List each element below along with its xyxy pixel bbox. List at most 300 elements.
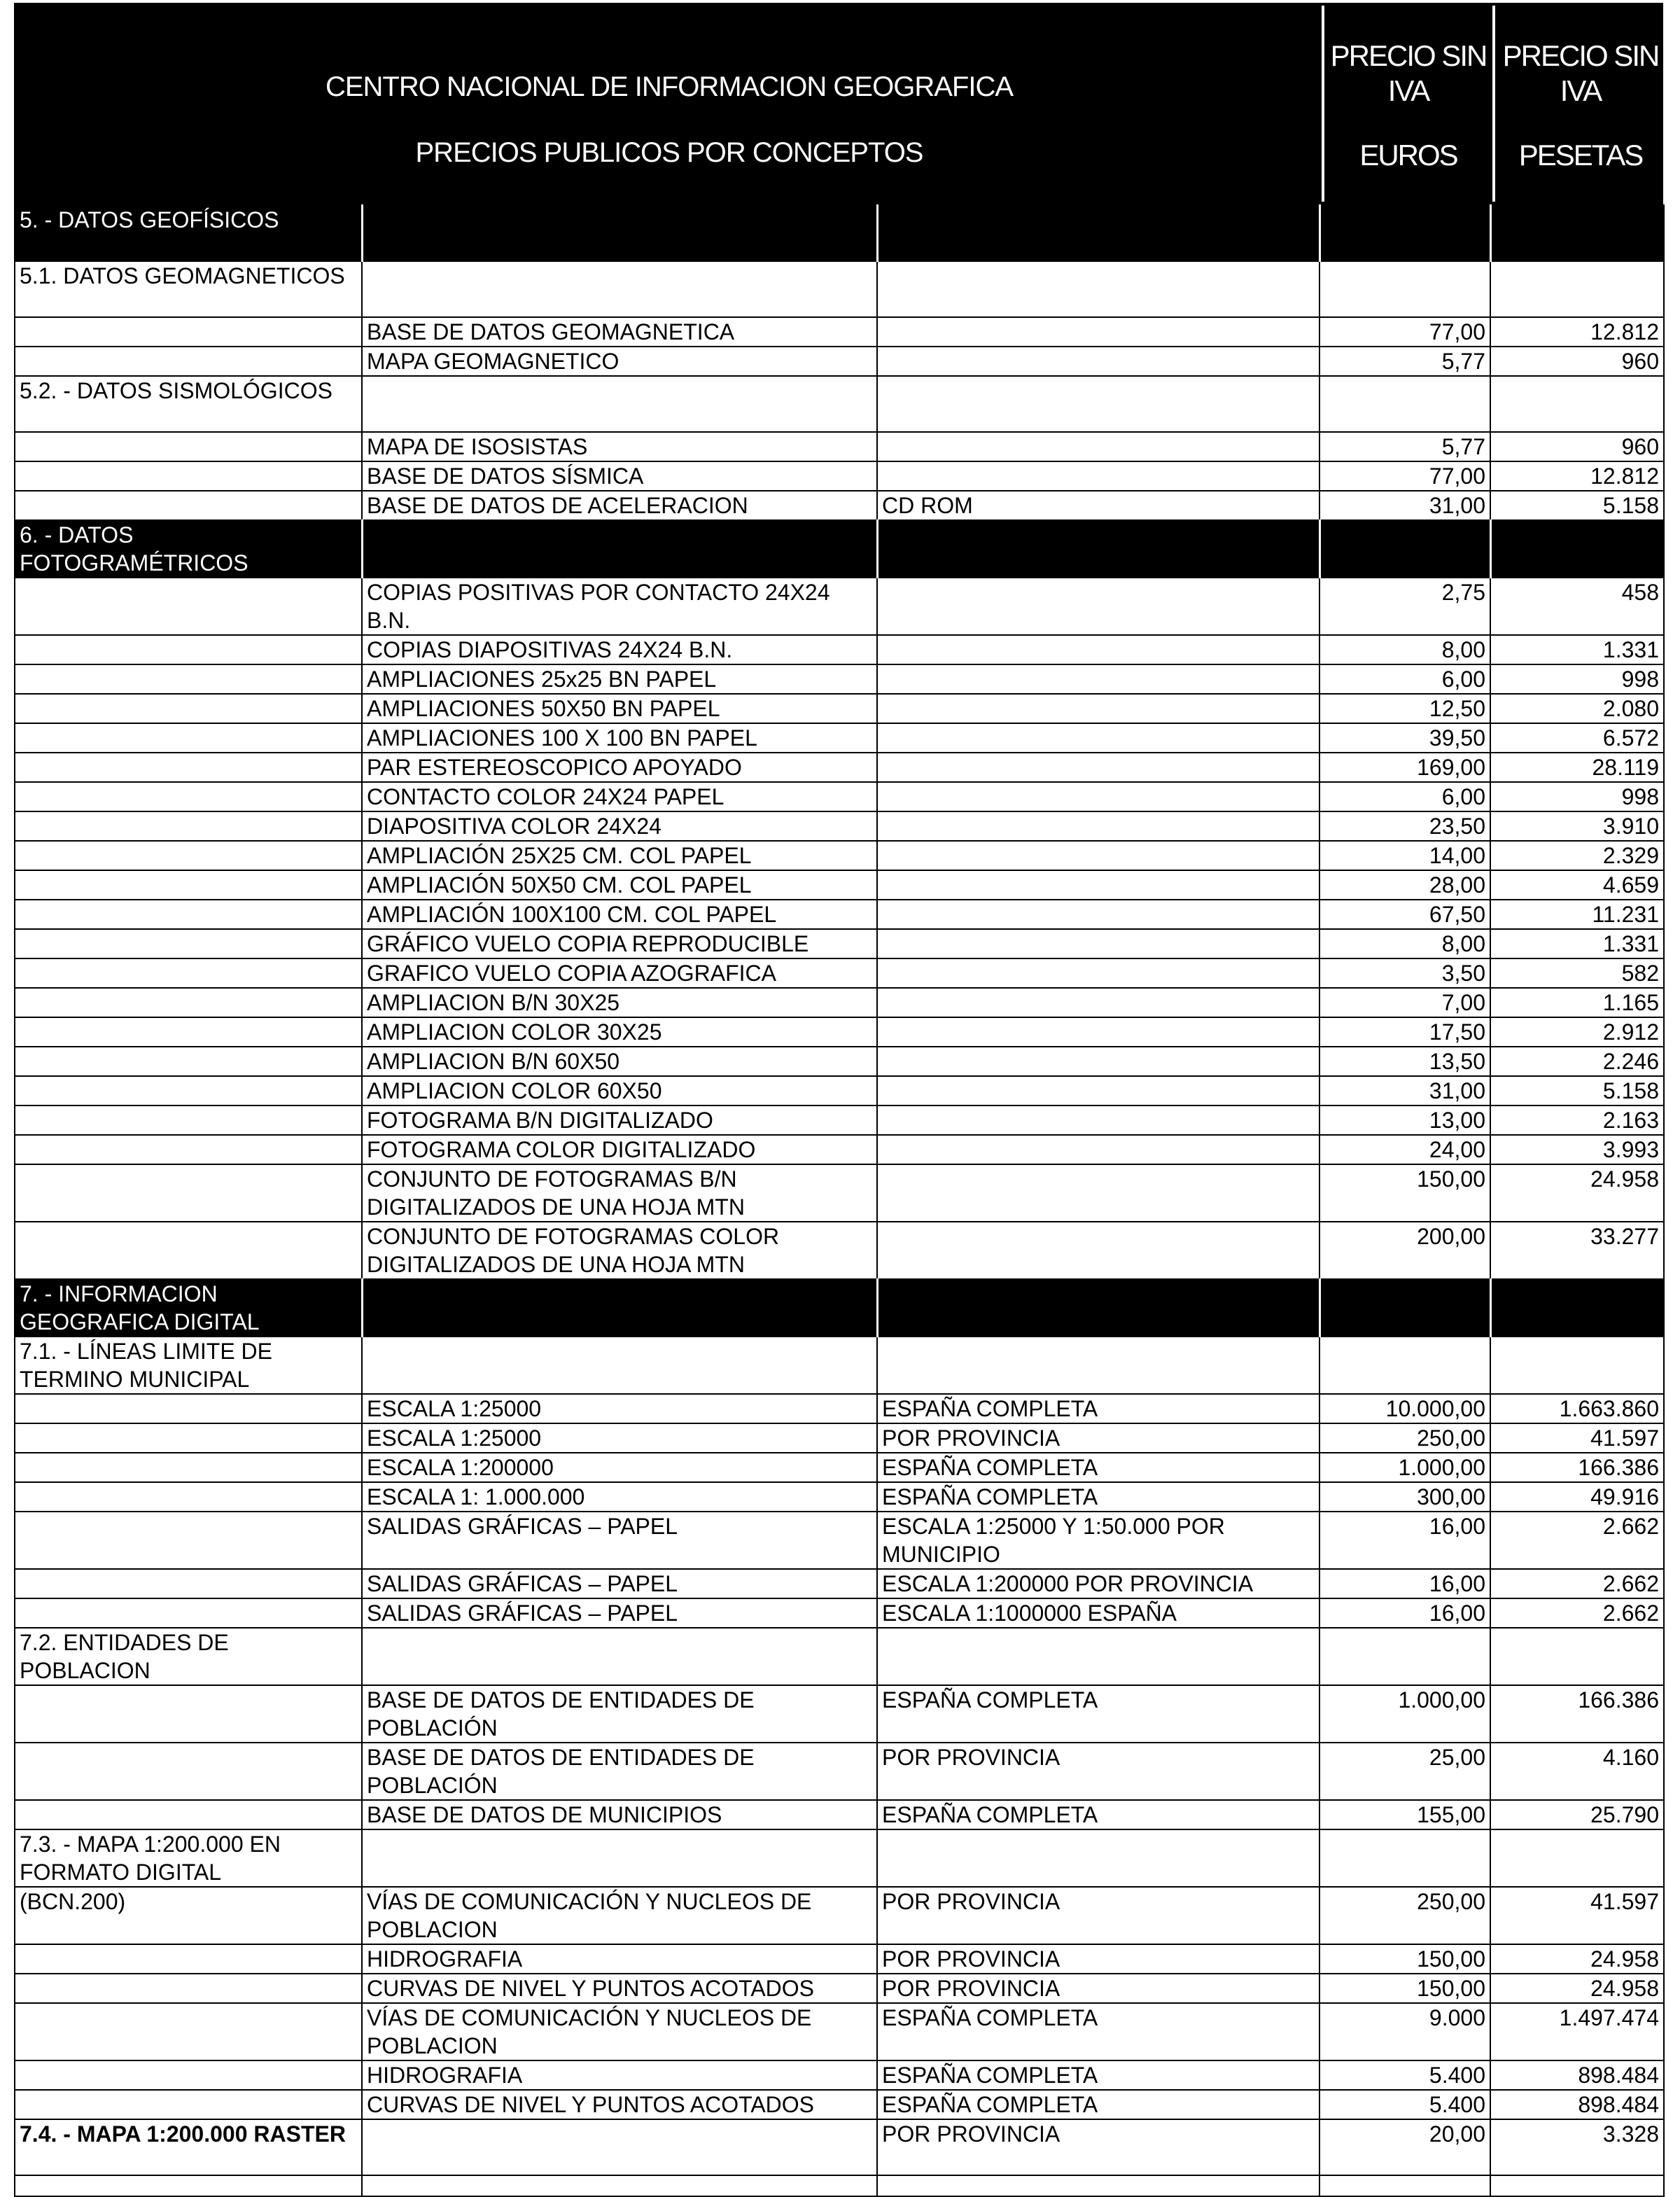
detail-cell <box>877 664 1320 694</box>
row-group-cell: 7.4. - MAPA 1:200.000 RASTER <box>15 2119 362 2175</box>
row-group-cell <box>15 317 362 347</box>
row-group-cell <box>15 900 362 929</box>
price-pesetas-cell: 6.572 <box>1490 723 1664 753</box>
section-header-row <box>15 205 1664 261</box>
price-pesetas-cell: 12.812 <box>1490 317 1664 347</box>
price-pesetas-cell <box>1490 1628 1664 1685</box>
detail-cell <box>877 432 1320 461</box>
table-row <box>15 1743 1664 1800</box>
concept-cell <box>362 261 877 317</box>
row-group-cell <box>15 432 362 461</box>
row-group-cell <box>15 578 362 635</box>
concept-cell: VÍAS DE COMUNICACIÓN Y NUCLEOS DE POBLACION <box>362 2003 877 2060</box>
price-euros-cell: 12,50 <box>1320 694 1490 723</box>
concept-cell: AMPLIACION COLOR 60X50 <box>362 1076 877 1106</box>
row-group-cell <box>15 811 362 841</box>
row-group-cell <box>15 1106 362 1135</box>
concept-cell: CONJUNTO DE FOTOGRAMAS COLOR DIGITALIZADOS DE UNA HOJA MTN <box>362 1222 877 1279</box>
table-row <box>15 1164 1664 1222</box>
price-euros-cell: 1.000,00 <box>1320 1453 1490 1482</box>
row-group-cell <box>15 841 362 870</box>
row-group-cell <box>15 2003 362 2060</box>
concept-cell: ESCALA 1: 1.000.000 <box>362 1482 877 1512</box>
detail-cell <box>877 376 1320 432</box>
row-group-cell <box>15 782 362 811</box>
price-pesetas-cell: 41.597 <box>1490 1423 1664 1453</box>
price-pesetas-cell: 2.329 <box>1490 841 1664 870</box>
price-pesetas-cell: 1.497.474 <box>1490 2003 1664 2060</box>
table-row <box>15 1076 1664 1106</box>
table-row <box>15 2003 1664 2060</box>
table-row <box>15 1222 1664 1279</box>
price-euros-cell: 13,50 <box>1320 1047 1490 1076</box>
detail-cell: POR PROVINCIA <box>877 1743 1320 1800</box>
detail-cell <box>877 1628 1320 1685</box>
concept-cell: PAR ESTEREOSCOPICO APOYADO <box>362 753 877 782</box>
concept-cell <box>362 1829 877 1887</box>
detail-cell: POR PROVINCIA <box>877 1974 1320 2003</box>
price-euros-cell: 20,00 <box>1320 2119 1490 2175</box>
row-group-cell <box>15 2090 362 2119</box>
concept-cell: SALIDAS GRÁFICAS – PAPEL <box>362 1598 877 1628</box>
concept-cell: GRAFICO VUELO COPIA AZOGRAFICA <box>362 958 877 988</box>
pesetas-header-unit: PESETAS <box>1518 139 1643 172</box>
table-row <box>15 2090 1664 2119</box>
price-euros-cell: 150,00 <box>1320 1944 1490 1974</box>
table-row <box>15 2119 1664 2175</box>
page-title: CENTRO NACIONAL DE INFORMACION GEOGRAFICA <box>325 71 1014 102</box>
detail-cell: ESPAÑA COMPLETA <box>877 2090 1320 2119</box>
price-pesetas-cell <box>1490 1279 1664 1337</box>
column-header-pesetas <box>1492 6 1666 202</box>
detail-cell <box>877 988 1320 1017</box>
row-group-cell: 5. - DATOS GEOFÍSICOS <box>15 205 362 261</box>
detail-cell <box>877 870 1320 900</box>
row-group-cell <box>15 1423 362 1453</box>
price-euros-cell: 250,00 <box>1320 1887 1490 1944</box>
row-group-cell <box>15 1512 362 1569</box>
table-row <box>15 1135 1664 1164</box>
detail-cell: ESCALA 1:200000 POR PROVINCIA <box>877 1569 1320 1598</box>
detail-cell <box>877 1047 1320 1076</box>
price-pesetas-cell: 28.119 <box>1490 753 1664 782</box>
detail-cell: ESPAÑA COMPLETA <box>877 1800 1320 1829</box>
euros-header-line2: IVA <box>1387 74 1429 107</box>
table-row <box>15 811 1664 841</box>
concept-cell: CONTACTO COLOR 24X24 PAPEL <box>362 782 877 811</box>
price-euros-cell: 9.000 <box>1320 2003 1490 2060</box>
table-row <box>15 988 1664 1017</box>
table-row <box>15 753 1664 782</box>
detail-cell: ESPAÑA COMPLETA <box>877 1482 1320 1512</box>
price-euros-cell: 24,00 <box>1320 1135 1490 1164</box>
detail-cell: ESCALA 1:1000000 ESPAÑA <box>877 1598 1320 1628</box>
price-pesetas-cell <box>1490 205 1664 261</box>
price-pesetas-cell: 1.331 <box>1490 929 1664 958</box>
table-row <box>15 1685 1664 1743</box>
subsection-row <box>15 1337 1664 1394</box>
concept-cell: AMPLIACIÓN 100X100 CM. COL PAPEL <box>362 900 877 929</box>
detail-cell <box>877 1076 1320 1106</box>
price-euros-cell: 25,00 <box>1320 1743 1490 1800</box>
table-row <box>15 1423 1664 1453</box>
concept-cell: CURVAS DE NIVEL Y PUNTOS ACOTADOS <box>362 1974 877 2003</box>
row-group-cell <box>15 1743 362 1800</box>
row-group-cell <box>15 958 362 988</box>
price-pesetas-cell: 25.790 <box>1490 1800 1664 1829</box>
price-pesetas-cell: 3.328 <box>1490 2119 1664 2175</box>
detail-cell: POR PROVINCIA <box>877 1944 1320 1974</box>
price-pesetas-cell: 2.662 <box>1490 1512 1664 1569</box>
header-title-block <box>17 6 1322 202</box>
row-group-cell <box>15 1164 362 1222</box>
detail-cell: ESCALA 1:25000 Y 1:50.000 POR MUNICIPIO <box>877 1512 1320 1569</box>
detail-cell <box>877 782 1320 811</box>
row-group-cell <box>15 1598 362 1628</box>
price-pesetas-cell: 2.246 <box>1490 1047 1664 1076</box>
table-row <box>15 1598 1664 1628</box>
row-group-cell: 6. - DATOS FOTOGRAMÉTRICOS <box>15 520 362 578</box>
table-row <box>15 900 1664 929</box>
euros-header-unit: EUROS <box>1359 139 1457 172</box>
detail-cell <box>877 1135 1320 1164</box>
price-euros-cell <box>1320 376 1490 432</box>
detail-cell: POR PROVINCIA <box>877 1423 1320 1453</box>
price-pesetas-cell: 4.160 <box>1490 1743 1664 1800</box>
table-row <box>15 461 1664 491</box>
price-euros-cell: 14,00 <box>1320 841 1490 870</box>
price-euros-cell: 28,00 <box>1320 870 1490 900</box>
price-euros-cell: 8,00 <box>1320 929 1490 958</box>
price-euros-cell: 150,00 <box>1320 1164 1490 1222</box>
detail-cell: ESPAÑA COMPLETA <box>877 2060 1320 2090</box>
row-group-cell <box>15 988 362 1017</box>
detail-cell <box>877 578 1320 635</box>
price-pesetas-cell: 3.993 <box>1490 1135 1664 1164</box>
table-row <box>15 1944 1664 1974</box>
row-group-cell: 5.1. DATOS GEOMAGNETICOS <box>15 261 362 317</box>
row-group-cell: 7.3. - MAPA 1:200.000 EN FORMATO DIGITAL <box>15 1829 362 1887</box>
table-row <box>15 958 1664 988</box>
concept-cell: ESCALA 1:25000 <box>362 1423 877 1453</box>
table-row <box>15 723 1664 753</box>
detail-cell <box>877 1279 1320 1337</box>
row-group-cell <box>15 461 362 491</box>
price-pesetas-cell: 960 <box>1490 432 1664 461</box>
concept-cell: VÍAS DE COMUNICACIÓN Y NUCLEOS DE POBLACION <box>362 1887 877 1944</box>
row-group-cell: (BCN.200) <box>15 1887 362 1944</box>
detail-cell <box>877 635 1320 664</box>
price-euros-cell: 10.000,00 <box>1320 1394 1490 1423</box>
subsection-row <box>15 261 1664 317</box>
price-pesetas-cell: 4.659 <box>1490 870 1664 900</box>
detail-cell: POR PROVINCIA <box>877 1887 1320 1944</box>
price-pesetas-cell: 2.163 <box>1490 1106 1664 1135</box>
price-pesetas-cell: 5.158 <box>1490 1076 1664 1106</box>
price-euros-cell: 7,00 <box>1320 988 1490 1017</box>
concept-cell: BASE DE DATOS DE ACELERACION <box>362 491 877 520</box>
price-euros-cell: 5,77 <box>1320 347 1490 376</box>
row-group-cell <box>15 1017 362 1047</box>
page-subtitle: PRECIOS PUBLICOS POR CONCEPTOS <box>415 137 923 168</box>
table-header <box>14 3 1663 204</box>
price-euros-cell <box>1320 205 1490 261</box>
row-group-cell <box>15 635 362 664</box>
table-row <box>15 1394 1664 1423</box>
concept-cell: SALIDAS GRÁFICAS – PAPEL <box>362 1569 877 1598</box>
table-row <box>15 1017 1664 1047</box>
table-row <box>15 2175 1664 2196</box>
price-euros-cell <box>1320 1628 1490 1685</box>
concept-cell: FOTOGRAMA COLOR DIGITALIZADO <box>362 1135 877 1164</box>
row-group-cell <box>15 1944 362 1974</box>
detail-cell: ESPAÑA COMPLETA <box>877 1394 1320 1423</box>
concept-cell <box>362 1337 877 1394</box>
price-pesetas-cell: 2.080 <box>1490 694 1664 723</box>
table-row <box>15 1974 1664 2003</box>
price-pesetas-cell: 24.958 <box>1490 1164 1664 1222</box>
price-pesetas-cell: 166.386 <box>1490 1453 1664 1482</box>
table-row <box>15 1512 1664 1569</box>
price-euros-cell: 300,00 <box>1320 1482 1490 1512</box>
price-pesetas-cell: 2.912 <box>1490 1017 1664 1047</box>
price-pesetas-cell: 1.663.860 <box>1490 1394 1664 1423</box>
concept-cell: FOTOGRAMA B/N DIGITALIZADO <box>362 1106 877 1135</box>
price-pesetas-cell: 1.165 <box>1490 988 1664 1017</box>
concept-cell: MAPA DE ISOSISTAS <box>362 432 877 461</box>
euros-header-line1: PRECIO SIN <box>1330 39 1487 72</box>
price-pesetas-cell: 11.231 <box>1490 900 1664 929</box>
price-euros-cell: 6,00 <box>1320 782 1490 811</box>
section-header-row <box>15 1279 1664 1337</box>
subsection-row <box>15 1628 1664 1685</box>
price-euros-cell <box>1320 520 1490 578</box>
row-group-cell <box>15 929 362 958</box>
price-pesetas-cell <box>1490 261 1664 317</box>
price-euros-cell: 2,75 <box>1320 578 1490 635</box>
detail-cell <box>877 1222 1320 1279</box>
price-euros-cell: 31,00 <box>1320 1076 1490 1106</box>
row-group-cell <box>15 664 362 694</box>
detail-cell: ESPAÑA COMPLETA <box>877 2003 1320 2060</box>
row-group-cell <box>15 491 362 520</box>
detail-cell <box>877 694 1320 723</box>
detail-cell <box>877 958 1320 988</box>
detail-cell: POR PROVINCIA <box>877 2119 1320 2175</box>
row-group-cell <box>15 1974 362 2003</box>
concept-cell: AMPLIACIÓN 25X25 CM. COL PAPEL <box>362 841 877 870</box>
concept-cell: AMPLIACIONES 50X50 BN PAPEL <box>362 694 877 723</box>
concept-cell: AMPLIACIÓN 50X50 CM. COL PAPEL <box>362 870 877 900</box>
price-pesetas-cell <box>1490 376 1664 432</box>
price-euros-cell <box>1320 1337 1490 1394</box>
concept-cell <box>362 2175 877 2196</box>
table-row <box>15 782 1664 811</box>
section-header-row <box>15 520 1664 578</box>
detail-cell <box>877 347 1320 376</box>
detail-cell <box>877 900 1320 929</box>
price-euros-cell: 1.000,00 <box>1320 1685 1490 1743</box>
price-pesetas-cell: 2.662 <box>1490 1569 1664 1598</box>
detail-cell: CD ROM <box>877 491 1320 520</box>
table-row <box>15 578 1664 635</box>
price-euros-cell: 155,00 <box>1320 1800 1490 1829</box>
detail-cell <box>877 841 1320 870</box>
detail-cell <box>877 723 1320 753</box>
table-row <box>15 841 1664 870</box>
price-euros-cell <box>1320 1279 1490 1337</box>
price-euros-cell: 77,00 <box>1320 317 1490 347</box>
row-group-cell <box>15 1685 362 1743</box>
price-euros-cell: 16,00 <box>1320 1598 1490 1628</box>
price-pesetas-cell: 41.597 <box>1490 1887 1664 1944</box>
concept-cell <box>362 376 877 432</box>
table-row <box>15 694 1664 723</box>
detail-cell <box>877 261 1320 317</box>
row-group-cell <box>15 1222 362 1279</box>
price-euros-cell: 16,00 <box>1320 1569 1490 1598</box>
price-euros-cell: 200,00 <box>1320 1222 1490 1279</box>
table-row <box>15 929 1664 958</box>
concept-cell: BASE DE DATOS DE ENTIDADES DE POBLACIÓN <box>362 1685 877 1743</box>
detail-cell <box>877 929 1320 958</box>
price-pesetas-cell: 960 <box>1490 347 1664 376</box>
row-group-cell: 7. - INFORMACION GEOGRAFICA DIGITAL <box>15 1279 362 1337</box>
table-row <box>15 1453 1664 1482</box>
price-euros-cell: 169,00 <box>1320 753 1490 782</box>
concept-cell: COPIAS DIAPOSITIVAS 24X24 B.N. <box>362 635 877 664</box>
detail-cell <box>877 317 1320 347</box>
concept-cell: COPIAS POSITIVAS POR CONTACTO 24X24 B.N. <box>362 578 877 635</box>
concept-cell: SALIDAS GRÁFICAS – PAPEL <box>362 1512 877 1569</box>
row-group-cell <box>15 753 362 782</box>
concept-cell: GRÁFICO VUELO COPIA REPRODUCIBLE <box>362 929 877 958</box>
column-header-euros <box>1322 6 1492 202</box>
pesetas-header-line2: IVA <box>1560 74 1602 107</box>
price-euros-cell: 77,00 <box>1320 461 1490 491</box>
table-row <box>15 1106 1664 1135</box>
concept-cell <box>362 205 877 261</box>
table-row <box>15 664 1664 694</box>
concept-cell: BASE DE DATOS DE MUNICIPIOS <box>362 1800 877 1829</box>
price-pesetas-cell: 998 <box>1490 782 1664 811</box>
price-euros-cell: 6,00 <box>1320 664 1490 694</box>
concept-cell: AMPLIACION B/N 60X50 <box>362 1047 877 1076</box>
concept-cell: BASE DE DATOS SÍSMICA <box>362 461 877 491</box>
price-euros-cell <box>1320 261 1490 317</box>
concept-cell: CONJUNTO DE FOTOGRAMAS B/N DIGITALIZADOS DE UNA HOJA MTN <box>362 1164 877 1222</box>
price-euros-cell: 150,00 <box>1320 1974 1490 2003</box>
price-pesetas-cell <box>1490 2175 1664 2196</box>
concept-cell <box>362 1628 877 1685</box>
detail-cell <box>877 1337 1320 1394</box>
price-pesetas-cell: 49.916 <box>1490 1482 1664 1512</box>
price-euros-cell: 8,00 <box>1320 635 1490 664</box>
concept-cell: BASE DE DATOS DE ENTIDADES DE POBLACIÓN <box>362 1743 877 1800</box>
row-group-cell <box>15 694 362 723</box>
concept-cell: AMPLIACION COLOR 30X25 <box>362 1017 877 1047</box>
subsection-row <box>15 376 1664 432</box>
price-euros-cell: 13,00 <box>1320 1106 1490 1135</box>
price-pesetas-cell: 24.958 <box>1490 1944 1664 1974</box>
concept-cell: ESCALA 1:200000 <box>362 1453 877 1482</box>
detail-cell <box>877 520 1320 578</box>
table-row <box>15 317 1664 347</box>
detail-cell <box>877 2175 1320 2196</box>
price-euros-cell: 39,50 <box>1320 723 1490 753</box>
price-pesetas-cell <box>1490 520 1664 578</box>
table-row <box>15 1569 1664 1598</box>
price-pesetas-cell: 33.277 <box>1490 1222 1664 1279</box>
detail-cell: ESPAÑA COMPLETA <box>877 1685 1320 1743</box>
detail-cell <box>877 753 1320 782</box>
detail-cell <box>877 461 1320 491</box>
price-pesetas-cell: 12.812 <box>1490 461 1664 491</box>
pesetas-header-line1: PRECIO SIN <box>1502 39 1659 72</box>
row-group-cell <box>15 2060 362 2090</box>
price-pesetas-cell: 582 <box>1490 958 1664 988</box>
row-group-cell: 5.2. - DATOS SISMOLÓGICOS <box>15 376 362 432</box>
price-euros-cell: 16,00 <box>1320 1512 1490 1569</box>
concept-cell: AMPLIACION B/N 30X25 <box>362 988 877 1017</box>
concept-cell: HIDROGRAFIA <box>362 2060 877 2090</box>
price-pesetas-cell: 458 <box>1490 578 1664 635</box>
row-group-cell <box>15 1135 362 1164</box>
row-group-cell <box>15 1482 362 1512</box>
row-group-cell <box>15 1453 362 1482</box>
subsection-row <box>15 1829 1664 1887</box>
row-group-cell <box>15 347 362 376</box>
detail-cell: ESPAÑA COMPLETA <box>877 1453 1320 1482</box>
table-row <box>15 1047 1664 1076</box>
price-euros-cell <box>1320 1829 1490 1887</box>
concept-cell <box>362 2119 877 2175</box>
price-table <box>14 204 1665 2197</box>
row-group-cell <box>15 1047 362 1076</box>
concept-cell <box>362 1279 877 1337</box>
table-row <box>15 1482 1664 1512</box>
table-row <box>15 347 1664 376</box>
table-row <box>15 491 1664 520</box>
concept-cell: AMPLIACIONES 25x25 BN PAPEL <box>362 664 877 694</box>
concept-cell: BASE DE DATOS GEOMAGNETICA <box>362 317 877 347</box>
table-row <box>15 432 1664 461</box>
price-euros-cell: 5,77 <box>1320 432 1490 461</box>
row-group-cell: 7.1. - LÍNEAS LIMITE DE TERMINO MUNICIPAL <box>15 1337 362 1394</box>
price-pesetas-cell: 2.662 <box>1490 1598 1664 1628</box>
detail-cell <box>877 811 1320 841</box>
detail-cell <box>877 205 1320 261</box>
detail-cell <box>877 1164 1320 1222</box>
price-pesetas-cell: 898.484 <box>1490 2060 1664 2090</box>
price-pesetas-cell: 1.331 <box>1490 635 1664 664</box>
price-pesetas-cell: 3.910 <box>1490 811 1664 841</box>
price-euros-cell: 250,00 <box>1320 1423 1490 1453</box>
table-row <box>15 1887 1664 1944</box>
price-euros-cell: 5.400 <box>1320 2060 1490 2090</box>
price-euros-cell: 3,50 <box>1320 958 1490 988</box>
price-euros-cell: 5.400 <box>1320 2090 1490 2119</box>
concept-cell: HIDROGRAFIA <box>362 1944 877 1974</box>
price-euros-cell: 67,50 <box>1320 900 1490 929</box>
concept-cell: CURVAS DE NIVEL Y PUNTOS ACOTADOS <box>362 2090 877 2119</box>
concept-cell: ESCALA 1:25000 <box>362 1394 877 1423</box>
table-row <box>15 1800 1664 1829</box>
price-table-body <box>15 205 1664 2196</box>
table-row <box>15 870 1664 900</box>
price-pesetas-cell: 5.158 <box>1490 491 1664 520</box>
detail-cell <box>877 1106 1320 1135</box>
